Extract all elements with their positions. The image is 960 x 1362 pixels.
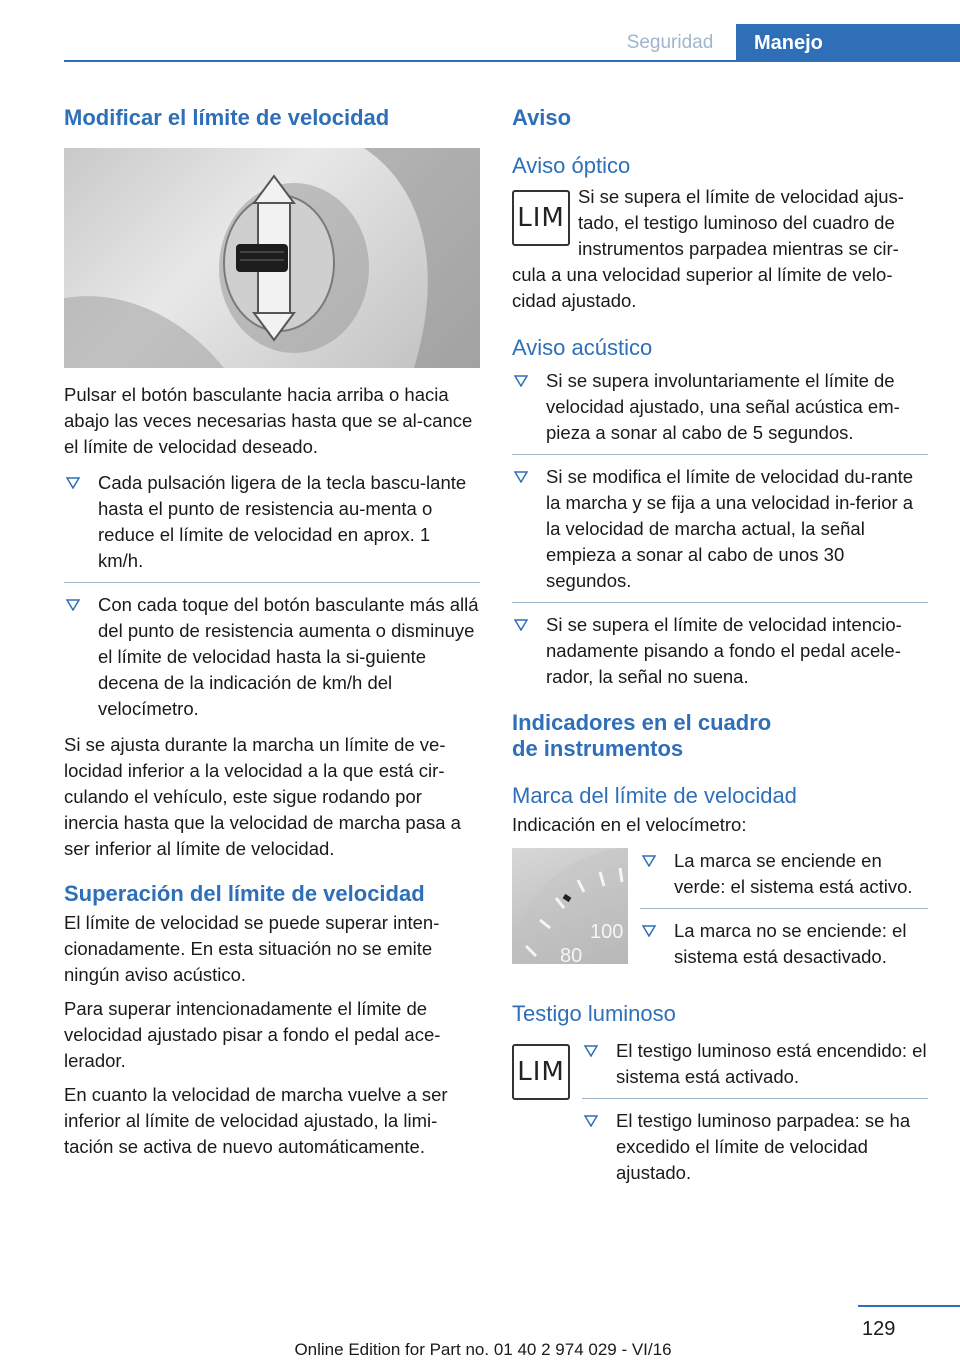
triangle-bullet-icon (642, 855, 656, 867)
paragraph-indicacion: Indicación en el velocímetro: (512, 814, 747, 835)
paragraph-inercia: Si se ajusta durante la marcha un límite de ve-locidad inferior a la velocidad a la que está cir-culando el vehículo, este sigue rodando por inercia hasta que la velocidad de marcha pasa a ser inferior al límite de velocidad. (64, 734, 461, 859)
lim-indicator-icon: LIM (512, 1044, 570, 1100)
heading-testigo: Testigo luminoso (512, 1001, 676, 1026)
heading-marca: Marca del límite de velocidad (512, 783, 797, 808)
steering-wheel-photo (64, 148, 480, 368)
triangle-bullet-icon (66, 599, 80, 611)
footer-rule (858, 1305, 960, 1307)
heading-aviso-optico: Aviso óptico (512, 153, 631, 178)
speedo-label-80: 80 (560, 945, 583, 964)
heading-indicadores-line2: de instrumentos (512, 736, 684, 761)
marca-block (512, 848, 928, 970)
left-column (64, 100, 480, 1160)
divider (64, 582, 480, 583)
separator-row (640, 908, 928, 909)
list-item-text: Si se supera el límite de velocidad intencio-nadamente pisando a fondo el pedal acele-rador, la señal no suena. (546, 614, 902, 687)
list-item-text: Cada pulsación ligera de la tecla bascu-lante hasta el punto de resistencia au-menta o reduce el límite de velocidad en aprox. 1 km/h. (98, 472, 467, 571)
triangle-bullet-icon (514, 471, 528, 483)
divider (512, 602, 928, 603)
tab-manejo[interactable]: Manejo (736, 24, 960, 62)
paragraph-limitacion: En cuanto la velocidad de marcha vuelve a ser inferior al límite de velocidad ajustado, la limi-tación se activa de nuevo automáticamente. (64, 1084, 448, 1157)
list-item-text: El testigo luminoso está encendido: el sistema está activado. (616, 1040, 927, 1087)
heading-aviso-acustico: Aviso acústico (512, 335, 653, 360)
list-item-text: La marca no se enciende: el sistema está desactivado. (674, 920, 907, 967)
right-column (512, 100, 928, 1186)
optico-block (512, 184, 928, 262)
triangle-bullet-icon (584, 1115, 598, 1127)
heading-aviso: Aviso (512, 105, 572, 130)
heading-indicadores (512, 710, 928, 762)
header-rule (64, 60, 960, 62)
list-marca (640, 848, 928, 970)
list-pulsacion (64, 470, 480, 722)
list-item (512, 464, 928, 594)
testigo-block (512, 1038, 928, 1186)
triangle-bullet-icon (584, 1045, 598, 1057)
list-item-text: El testigo luminoso parpadea: se ha excedido el límite de velocidad ajustado. (616, 1110, 911, 1183)
paragraph-optico-a: Si se supera el límite de velocidad ajus-tado, el testigo luminoso del cuadro de instrumentos parpadea mientras se cir- (578, 186, 904, 259)
speedometer-image (512, 848, 628, 964)
tab-seguridad[interactable]: Seguridad (626, 32, 714, 53)
list-item-text: La marca se enciende en verde: el sistema está activo. (674, 850, 913, 897)
speedo-label-100: 100 (590, 921, 624, 943)
list-item-text: Con cada toque del botón basculante más allá del punto de resistencia aumenta o disminuye el límite de velocidad hasta la si-guiente decena de la indicación de km/h del velocímetro. (98, 594, 479, 719)
list-item (582, 1038, 928, 1090)
divider (582, 1098, 928, 1099)
divider (512, 454, 928, 455)
separator-row (512, 454, 928, 455)
list-item (64, 470, 480, 574)
lim-indicator-icon: LIM (512, 190, 570, 246)
list-item (512, 612, 928, 690)
list-acustico (512, 368, 928, 690)
heading-indicadores-line1: Indicadores en el cuadro (512, 710, 772, 735)
paragraph-optico-b: cula a una velocidad superior al límite de velo-cidad ajustado. (512, 264, 893, 311)
triangle-bullet-icon (642, 925, 656, 937)
separator-row (512, 602, 928, 603)
edition-footer: Online Edition for Part no. 01 40 2 974 029 - VI/16 (294, 1340, 672, 1359)
paragraph-pulsar: Pulsar el botón basculante hacia arriba o hacia abajo las veces necesarias hasta que se al-cance el límite de velocidad deseado. (64, 384, 473, 457)
list-item-text: Si se supera involuntariamente el límite de velocidad ajustado, una señal acústica em-pieza a sonar al cabo de 5 segundos. (546, 370, 900, 443)
page-number: 129 (862, 1318, 896, 1340)
triangle-bullet-icon (514, 619, 528, 631)
paragraph-pedal: Para superar intencionadamente el límite de velocidad ajustado pisar a fondo el pedal ace-lerador. (64, 998, 441, 1071)
list-item (640, 848, 928, 900)
list-item (640, 918, 928, 970)
divider (640, 908, 928, 909)
separator-row (64, 582, 480, 583)
list-item (582, 1108, 928, 1186)
heading-modificar: Modificar el límite de velocidad (64, 105, 390, 130)
heading-superacion: Superación del límite de velocidad (64, 881, 425, 906)
list-item (64, 592, 480, 722)
list-item-text: Si se modifica el límite de velocidad du-rante la marcha y se fija a una velocidad in-ferior a la velocidad de marcha actual, la señal empieza a sonar al cabo de unos 30 segundos. (546, 466, 914, 591)
paragraph-superar: El límite de velocidad se puede superar inten-cionadamente. En esta situación no se emite ningún aviso acústico. (64, 912, 440, 985)
separator-row (582, 1098, 928, 1099)
triangle-bullet-icon (514, 375, 528, 387)
triangle-bullet-icon (66, 477, 80, 489)
list-item (512, 368, 928, 446)
list-testigo (582, 1038, 928, 1186)
